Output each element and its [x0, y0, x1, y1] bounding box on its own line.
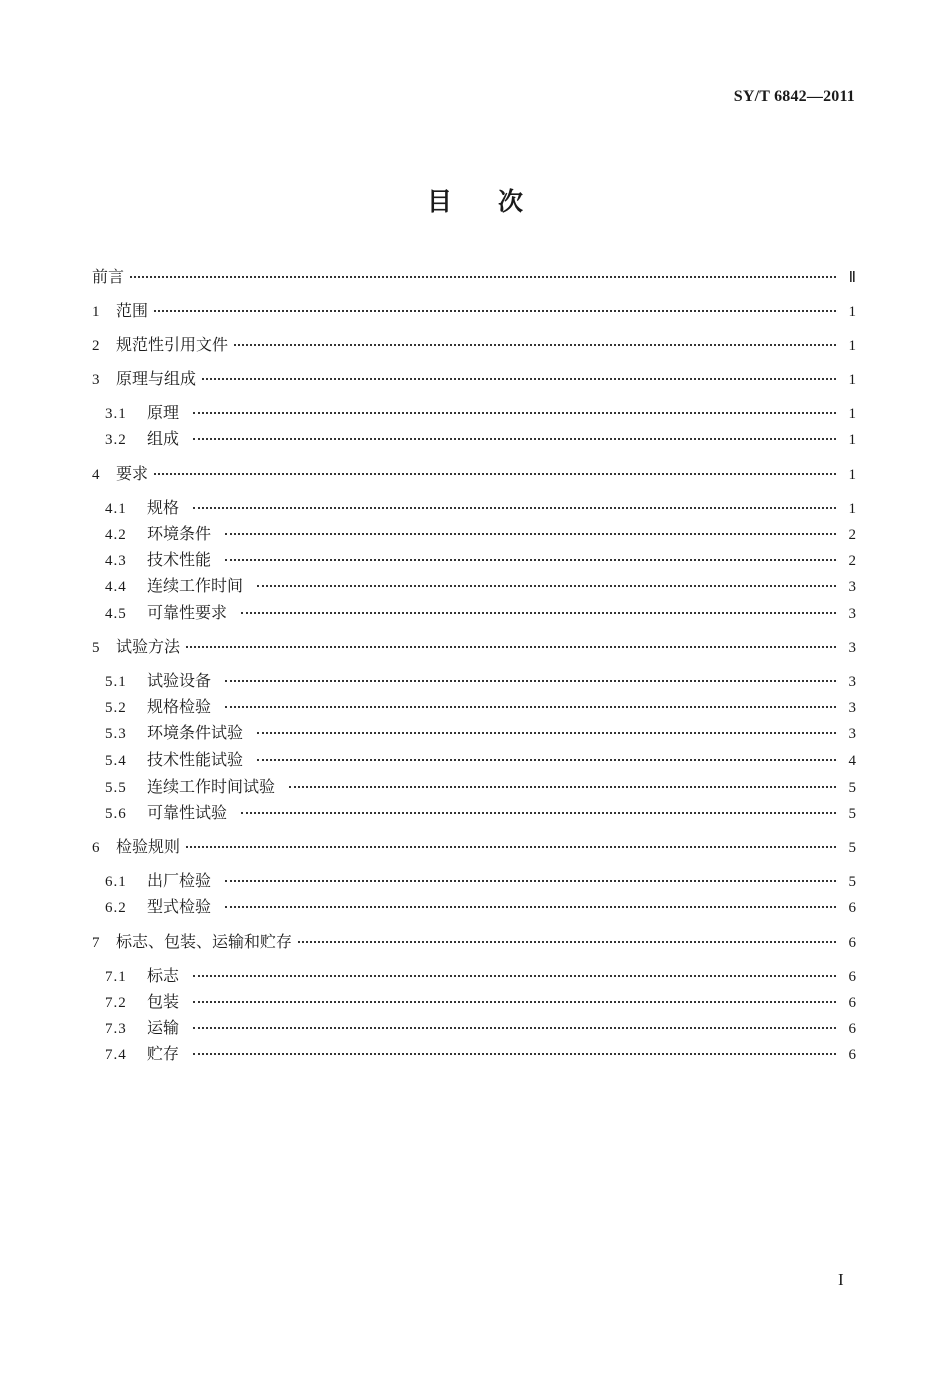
toc-entry-label: 原理 [147, 403, 180, 422]
toc-entry-label: 可靠性要求 [147, 603, 228, 622]
toc-entry-page: 1 [848, 432, 856, 448]
dot-leader [241, 612, 836, 614]
toc-entry-page: 1 [848, 501, 856, 517]
toc-entry[interactable] [92, 747, 856, 769]
toc-entry-number: 1 [92, 304, 100, 320]
dot-leader [193, 507, 836, 509]
toc-entry-label: 环境条件试验 [147, 723, 244, 742]
toc-entry-number: 7 [92, 935, 100, 951]
dot-leader [193, 1053, 836, 1055]
page-number: I [838, 1270, 844, 1289]
dot-leader [154, 473, 836, 475]
toc-entry-number: 3 [92, 372, 100, 388]
toc-entry-label: 连续工作时间 [147, 576, 244, 595]
toc-entry-page: 2 [848, 527, 856, 543]
dot-leader [234, 344, 836, 346]
toc-entry-number: 4.2 [105, 527, 127, 543]
toc-entry[interactable] [92, 720, 856, 742]
toc-entry-number: 3.2 [105, 432, 127, 448]
toc-entry[interactable] [92, 634, 856, 656]
toc-entry-label: 标志、包装、运输和贮存 [116, 932, 293, 951]
dot-leader [193, 1027, 836, 1029]
toc-entry-number: 7.3 [105, 1021, 127, 1037]
toc-entry-page: 3 [848, 700, 856, 716]
toc-entry-label: 技术性能 [147, 550, 212, 569]
toc-entry-label: 试验方法 [116, 637, 181, 656]
toc-entry-page: 1 [848, 467, 856, 483]
toc-entry-number: 7.2 [105, 995, 127, 1011]
toc-entry[interactable] [92, 989, 856, 1011]
dot-leader [225, 559, 836, 561]
dot-leader [225, 533, 836, 535]
dot-leader [298, 941, 836, 943]
toc-entry-label: 环境条件 [147, 524, 212, 543]
toc-entry-label: 标志 [147, 966, 180, 985]
toc-entry-label: 贮存 [147, 1044, 180, 1063]
toc-entry-number: 5.6 [105, 806, 127, 822]
toc-entry[interactable] [92, 800, 856, 822]
toc-entry-number: 5.2 [105, 700, 127, 716]
toc-entry-label: 出厂检验 [147, 871, 212, 890]
toc-entry-page: 6 [848, 935, 856, 951]
toc-entry[interactable] [92, 400, 856, 422]
page-title: 目次 [426, 187, 569, 216]
toc-entry-number: 5.4 [105, 753, 127, 769]
toc-entry-label: 检验规则 [116, 837, 181, 856]
toc-entry[interactable] [92, 332, 856, 354]
dot-leader [193, 438, 836, 440]
toc-entry-page: 5 [848, 780, 856, 796]
toc-entry[interactable] [92, 894, 856, 916]
toc-entry-label: 试验设备 [147, 671, 212, 690]
toc-entry-number: 7.1 [105, 969, 127, 985]
toc-entry-number: 6.1 [105, 874, 127, 890]
toc-entry-number: 4 [92, 467, 100, 483]
toc-entry[interactable] [92, 868, 856, 890]
toc-entry[interactable] [92, 521, 856, 543]
toc-entry-number: 6 [92, 840, 100, 856]
toc-entry[interactable] [92, 298, 856, 320]
toc-entry[interactable] [92, 834, 856, 856]
dot-leader [257, 585, 836, 587]
toc-entry-label: 运输 [147, 1018, 180, 1037]
toc-entry-number: 4.5 [105, 606, 127, 622]
toc-entry-number: 4.1 [105, 501, 127, 517]
toc-entry-label: 可靠性试验 [147, 803, 228, 822]
toc-entry-label: 连续工作时间试验 [147, 777, 276, 796]
standard-code: SY/T 6842—2011 [733, 88, 855, 105]
toc-entry-page: 3 [848, 606, 856, 622]
toc-entry-label: 型式检验 [147, 897, 212, 916]
dot-leader [202, 378, 836, 380]
toc-entry-page: 6 [848, 1021, 856, 1037]
dot-leader [186, 646, 836, 648]
toc-entry-label: 要求 [116, 464, 149, 483]
dot-leader [193, 412, 836, 414]
dot-leader [225, 880, 836, 882]
toc-entry[interactable] [92, 600, 856, 622]
toc-entry-page: 1 [848, 406, 856, 422]
toc-entry-number: 5.3 [105, 726, 127, 742]
dot-leader [186, 846, 836, 848]
toc-entry-page: 2 [848, 553, 856, 569]
toc-entry-label: 规格 [147, 498, 180, 517]
dot-leader [193, 1001, 836, 1003]
toc-entry[interactable] [92, 426, 856, 448]
toc-entry-page: 3 [848, 726, 856, 742]
toc-entry-label: 技术性能试验 [147, 750, 244, 769]
toc-entry-page: 1 [848, 304, 856, 320]
dot-leader [289, 786, 836, 788]
toc-entry[interactable] [92, 366, 856, 388]
toc-entry[interactable] [92, 1041, 856, 1063]
toc-entry-page: 4 [848, 753, 856, 769]
toc-entry-page: 3 [848, 640, 856, 656]
toc-entry[interactable] [92, 547, 856, 569]
toc-entry-label: 规范性引用文件 [116, 335, 229, 354]
dot-leader [225, 680, 836, 682]
toc-entry[interactable] [92, 774, 856, 796]
toc-entry-page: 3 [848, 674, 856, 690]
toc-entry-page: 6 [848, 969, 856, 985]
toc-entry-page: 6 [848, 1047, 856, 1063]
toc-entry-number: 3.1 [105, 406, 127, 422]
toc-entry-label: 前言 [92, 267, 125, 286]
toc-entry-page: 6 [848, 900, 856, 916]
dot-leader [225, 906, 836, 908]
dot-leader [130, 276, 836, 278]
toc-entry[interactable] [92, 461, 856, 483]
toc-entry-page: 5 [848, 840, 856, 856]
toc-entry-number: 4.4 [105, 579, 127, 595]
toc-entry-number: 5.5 [105, 780, 127, 796]
dot-leader [257, 759, 836, 761]
toc-entry[interactable] [92, 668, 856, 690]
dot-leader [257, 732, 836, 734]
toc-entry-number: 4.3 [105, 553, 127, 569]
toc-entry[interactable] [92, 694, 856, 716]
toc-entry-page: 1 [848, 338, 856, 354]
toc-entry-page: 3 [848, 579, 856, 595]
toc-entry-page: Ⅱ [848, 270, 856, 286]
dot-leader [193, 975, 836, 977]
toc-entry-page: 5 [848, 806, 856, 822]
toc-entry-number: 5 [92, 640, 100, 656]
toc-entry[interactable] [92, 1015, 856, 1037]
toc-entry[interactable] [92, 573, 856, 595]
toc-entry[interactable] [92, 264, 856, 286]
dot-leader [241, 812, 836, 814]
toc-entry-page: 6 [848, 995, 856, 1011]
toc-entry-number: 5.1 [105, 674, 127, 690]
dot-leader [154, 310, 836, 312]
toc-entry-number: 2 [92, 338, 100, 354]
toc-entry-page: 5 [848, 874, 856, 890]
toc-entry-number: 6.2 [105, 900, 127, 916]
toc-entry-number: 7.4 [105, 1047, 127, 1063]
toc-entry-page: 1 [848, 372, 856, 388]
toc-entry-label: 范围 [116, 301, 149, 320]
dot-leader [225, 706, 836, 708]
toc-entry-label: 包装 [147, 992, 180, 1011]
toc-entry[interactable] [92, 495, 856, 517]
toc-entry[interactable] [92, 963, 856, 985]
toc-entry-label: 组成 [147, 429, 180, 448]
toc-entry[interactable] [92, 929, 856, 951]
toc-entry-label: 规格检验 [147, 697, 212, 716]
toc-entry-label: 原理与组成 [116, 369, 197, 388]
